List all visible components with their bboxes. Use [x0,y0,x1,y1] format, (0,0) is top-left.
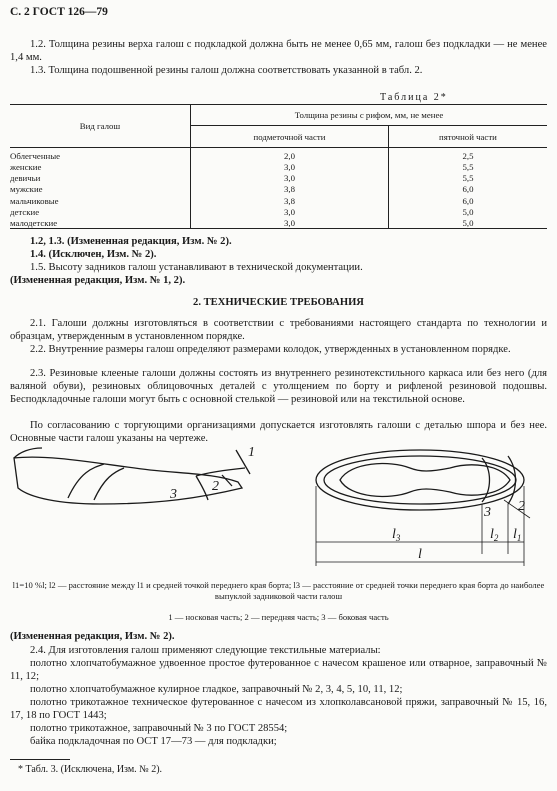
table-cell-v1: 3,0 [191,161,389,172]
table-header-sub1: подметочной части [191,126,389,148]
table-cell-v1: 3,0 [191,217,389,228]
galosh-drawing [10,442,547,572]
page-header: С. 2 ГОСТ 126—79 [10,6,108,18]
table-cell-v2: 5,0 [462,206,474,217]
table-cell-v1: 3,8 [191,195,389,206]
table-row [10,184,547,195]
table-row [10,217,547,228]
table-cell-v1: 3,0 [191,172,389,183]
table-cell-v2: 5,5 [462,161,474,172]
material-5: байка подкладочная по ОСТ 17—73 — для подкладки; [30,736,277,747]
paragraph-1-3: 1.3. Толщина подошвенной резины галош должна соответствовать указанной в табл. 2. [30,65,423,76]
material-3: полотно трикотажное техническое футерованное с начесом из хлопколавсановой пряжи, заправочный № 15, 16, 17, 18 по ГОСТ 1443; [10,697,547,721]
table-header-group: Толщина резины с рифом, мм, не менее [191,105,548,126]
table-cell-v2: 6,0 [462,195,474,206]
material-4: полотно трикотажное, заправочный № 3 по ГОСТ 28554; [30,723,288,734]
table-row [10,195,547,206]
paragraph-2-4: 2.4. Для изготовления галош применяют следующие текстильные материалы: [30,645,381,656]
table-cell-v1: 3,8 [191,184,389,195]
table-cell-v1: 2,0 [191,148,389,162]
material-1: полотно хлопчатобумажное удвоенное простое футерованное с начесом крашеное или отварное, заправочный № 11, 12; [10,658,547,682]
label-1: 1 [248,445,255,460]
table-row [10,148,547,162]
paragraph-2-3: 2.3. Резиновые клееные галоши должны состоять из внутреннего резинотекстильного каркаса или без него (для валяной обуви), резиновых облицовочных деталей с утолщением по борту и рифленой резиновой подошвы. Бесподкладочные галоши могут быть с основной стелькой — резиновой или на текстильной основе. [10,368,547,405]
figure-caption-parts: 1 — носковая часть; 2 — передняя часть; 3 — боковая часть [168,612,389,622]
paragraph-agreement: По согласованию с торгующими организациями допускается изготовлять галоши с деталью шпора и без нее. Основные части галош указаны на чертеже. [10,420,547,444]
table-cell-type: детские [10,206,191,217]
table-cell-v1: 3,0 [191,206,389,217]
footnote: * Табл. 3. (Исключена, Изм. № 2). [18,764,163,775]
footnote-separator [10,759,70,760]
label-3-top: 3 [484,505,491,520]
paragraph-1-2: 1.2. Толщина резины верха галош с подкладкой должна быть не менее 0,65 мм, галош без подкладки — не менее 1,4 мм. [10,39,547,63]
table-cell-type: женские [10,161,191,172]
table-header-type: Вид галош [10,105,191,148]
table-cell-type: девичьи [10,172,191,183]
table-cell-v2: 2,5 [462,151,474,161]
material-2: полотно хлопчатобумажное кулирное гладкое, заправочный № 2, 3, 4, 5, 10, 11, 12; [30,684,403,695]
note-amend-2: (Измененная редакция, Изм. № 1, 2). [10,275,186,286]
dim-l2: $l_2$ [490,527,499,543]
paragraph-2-1: 2.1. Галоши должны изготовляться в соответствии с требованиями настоящего стандарта по технологии и образцам, утвержденным в установленном порядке. [10,318,547,342]
note-amend-3: (Измененная редакция, Изм. № 2). [10,631,175,642]
section-heading: 2. ТЕХНИЧЕСКИЕ ТРЕБОВАНИЯ [193,297,364,308]
label-3: 3 [170,487,177,502]
figure-caption-dims: l1=10 %l; l2 — расстояние между l1 и средней точкой переднего края борта; l3 — расстояние от средней точки переднего края борта до наиболее выпуклой задниковой части галош [12,580,545,601]
label-2: 2 [212,479,219,494]
paragraph-1-5: 1.5. Высоту задников галош устанавливают в технической документации. [30,262,363,273]
table-body [10,148,547,229]
dim-l1: $l_1$ [513,527,522,543]
table-cell-type: мужские [10,184,191,195]
table-cell-v2: 6,0 [462,184,474,195]
table-cell-v2: 5,0 [388,217,547,228]
table-cell-v2: 5,5 [462,172,474,183]
table-header-sub2: пяточной части [388,126,547,148]
table-cell-type: Облегченные [10,148,191,162]
table-caption: Таблица 2* [380,92,448,103]
note-excluded: 1.4. (Исключен, Изм. № 2). [30,249,157,260]
table-2 [10,104,547,229]
table-cell-type: мальчиковые [10,195,191,206]
label-2-top: 2 [518,499,525,514]
note-amend-1: 1.2, 1.3. (Измененная редакция, Изм. № 2). [30,236,232,247]
dim-l3: $l_3$ [392,527,401,543]
dim-l: l [418,547,422,562]
paragraph-2-2: 2.2. Внутренние размеры галош определяют размерами колодок, утвержденных в установленном порядке. [30,344,511,355]
table-row [10,161,547,172]
table-row [10,206,547,217]
table-cell-type: малодетские [10,217,191,228]
table-row [10,172,547,183]
